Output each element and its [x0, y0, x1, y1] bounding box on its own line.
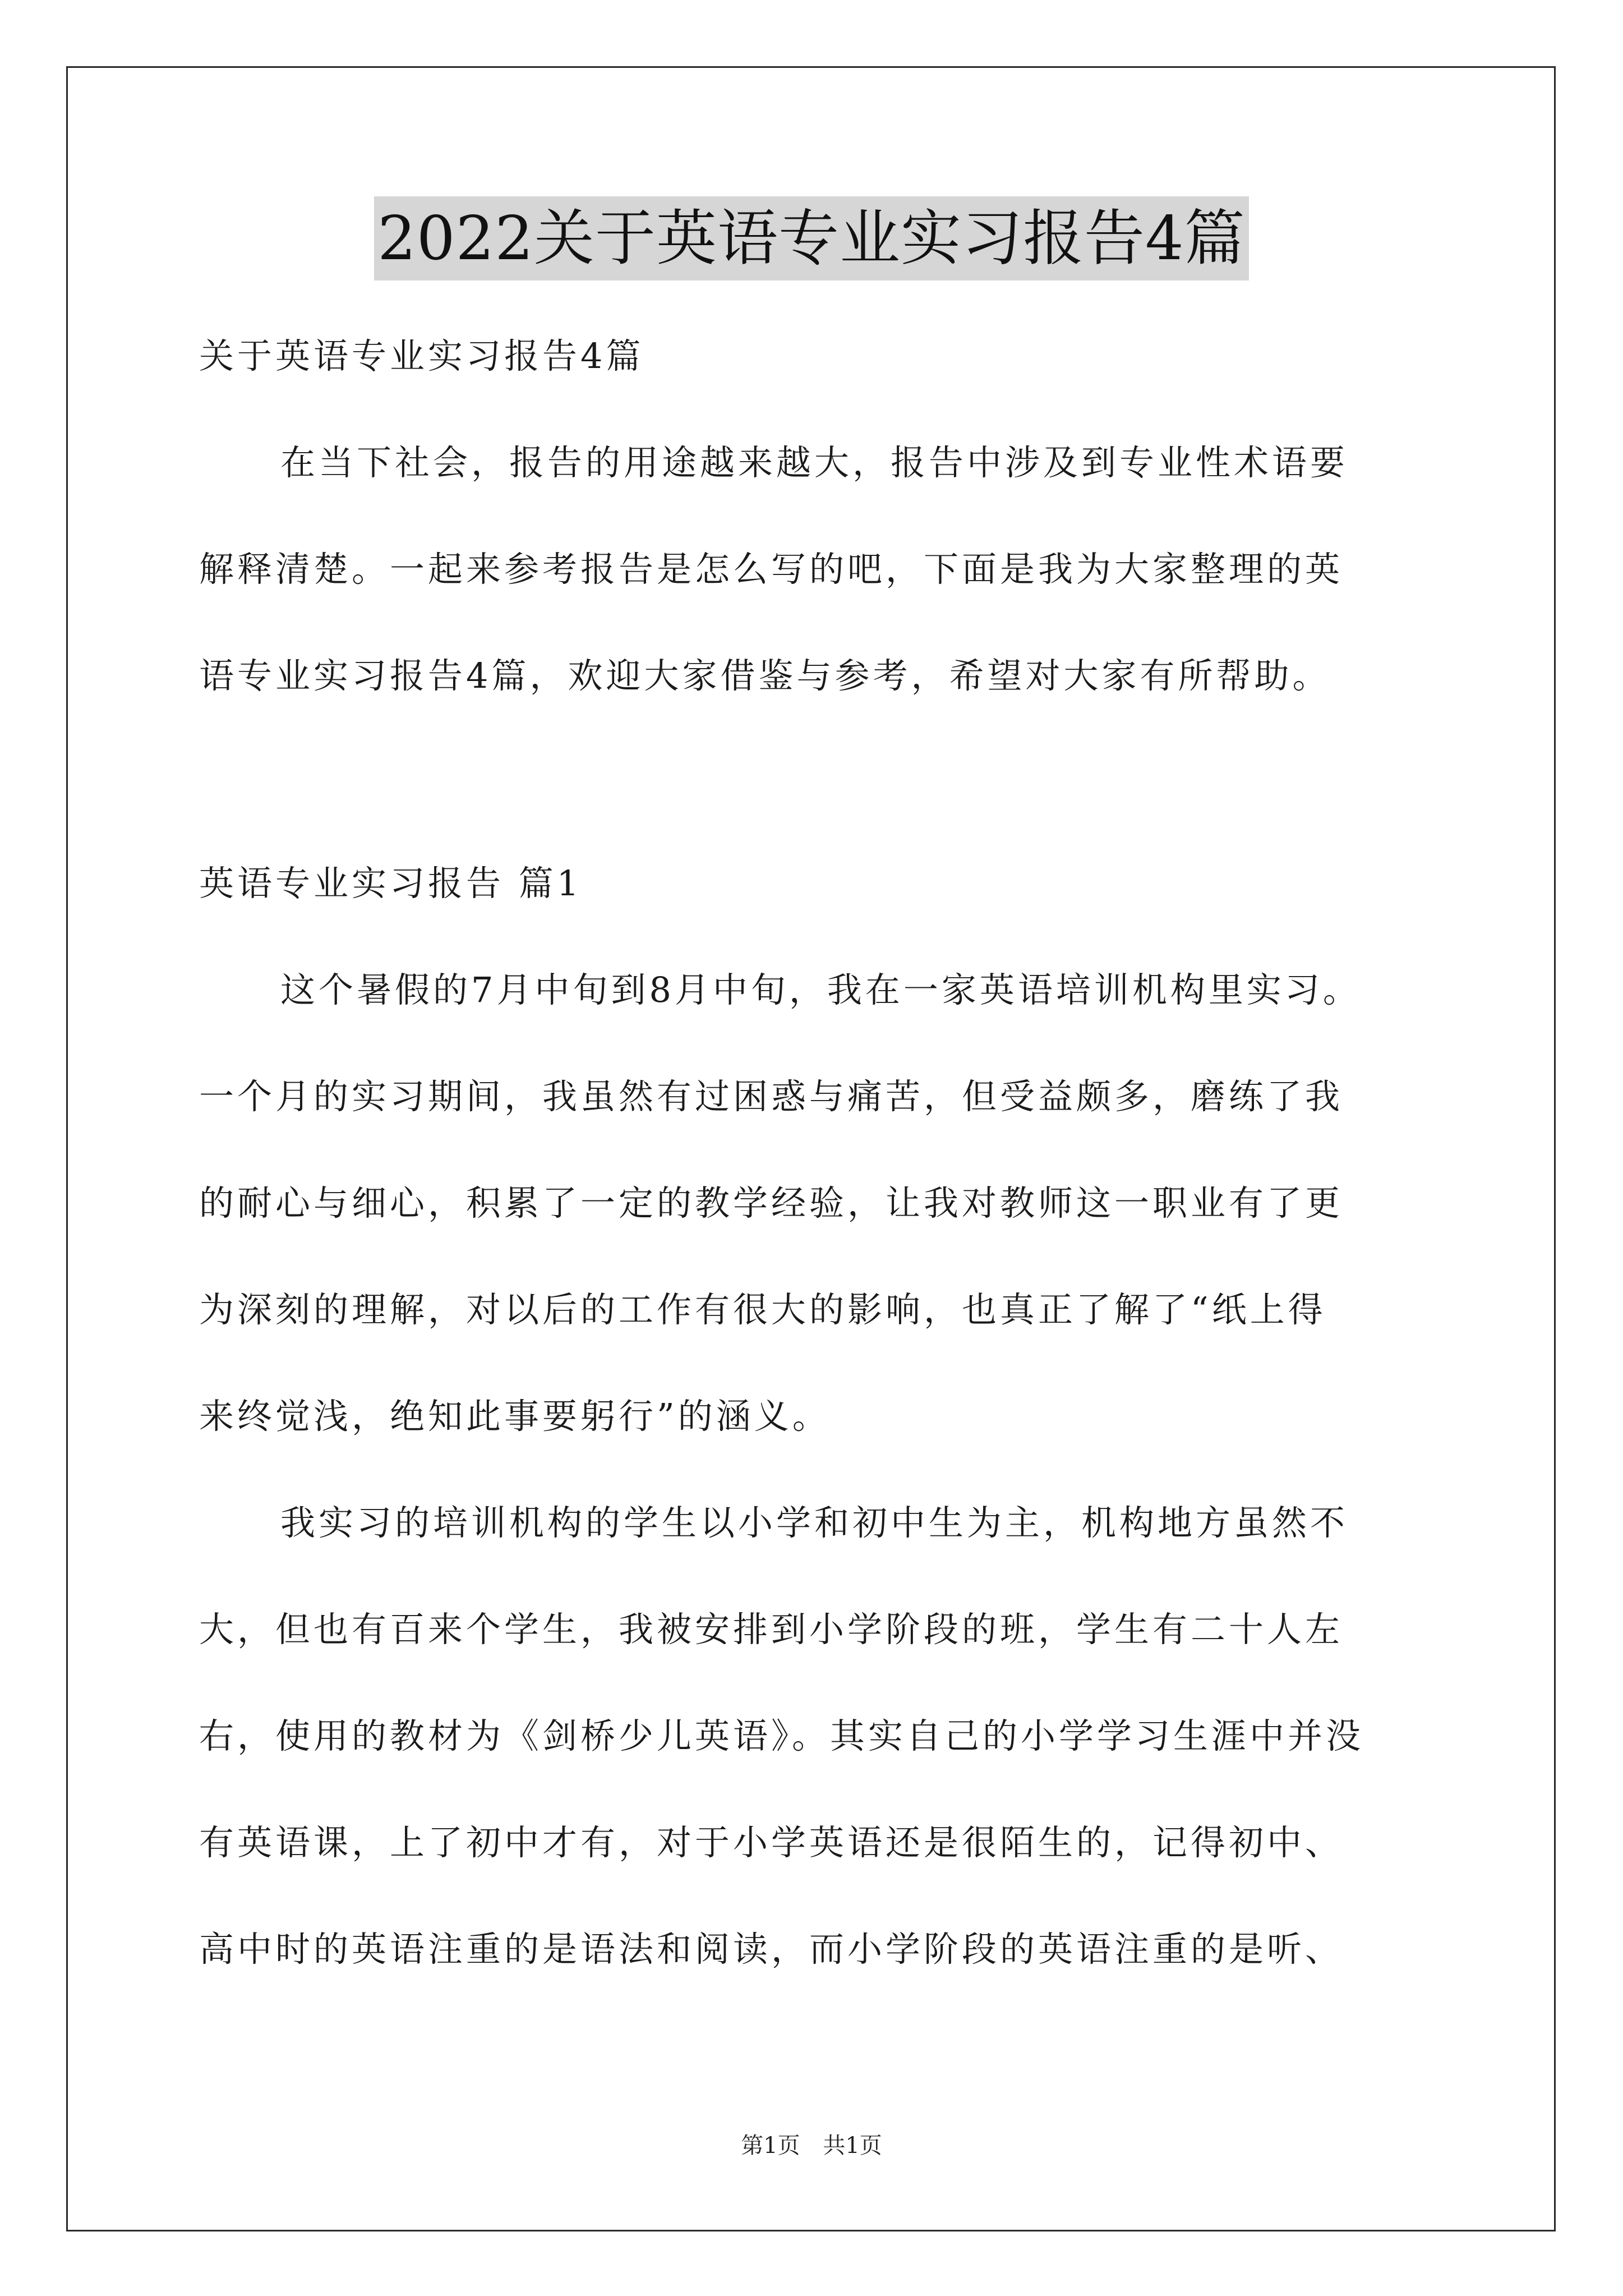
paragraph-line: 有英语课，上了初中才有，对于小学英语还是很陌生的，记得初中、 [199, 1822, 1344, 1863]
intro-line: 语专业实习报告4篇，欢迎大家借鉴与参考，希望对大家有所帮助。 [199, 655, 1331, 696]
paragraph-line: 的耐心与细心，积累了一定的教学经验，让我对教师这一职业有了更 [199, 1182, 1344, 1223]
intro-line: 在当下社会，报告的用途越来越大，报告中涉及到专业性术语要 [280, 442, 1349, 483]
page-footer [0, 2129, 1623, 2162]
paragraph-line: 右，使用的教材为《剑桥少儿英语》。其实自己的小学学习生涯中并没 [199, 1715, 1364, 1756]
document-body [199, 303, 1427, 2003]
paragraph-line: 一个月的实习期间，我虽然有过困惑与痛苦，但受益颇多，磨练了我 [199, 1076, 1344, 1117]
document-title: 2022关于英语专业实习报告4篇 [374, 196, 1249, 280]
subtitle: 关于英语专业实习报告4篇 [199, 335, 644, 376]
paragraph-line: 大，但也有百来个学生，我被安排到小学阶段的班，学生有二十人左 [199, 1609, 1344, 1650]
title-container [0, 196, 1623, 280]
intro-line: 解释清楚。一起来参考报告是怎么写的吧，下面是我为大家整理的英 [199, 549, 1344, 590]
paragraph-line: 这个暑假的7月中旬到8月中旬，我在一家英语培训机构里实习。 [280, 969, 1361, 1010]
paragraph-line: 我实习的培训机构的学生以小学和初中生为主，机构地方虽然不 [280, 1502, 1349, 1543]
page-total: 共1页 [823, 2133, 882, 2159]
page-number: 第1页 [741, 2133, 800, 2159]
paragraph-line: 为深刻的理解，对以后的工作有很大的影响，也真正了解了“纸上得 [199, 1289, 1326, 1330]
section-heading: 英语专业实习报告 篇1 [199, 863, 583, 904]
paragraph-line: 来终觉浅，绝知此事要躬行”的涵义。 [199, 1396, 831, 1437]
section-spacer [199, 729, 1427, 830]
paragraph-line: 高中时的英语注重的是语法和阅读，而小学阶段的英语注重的是听、 [199, 1929, 1344, 1970]
